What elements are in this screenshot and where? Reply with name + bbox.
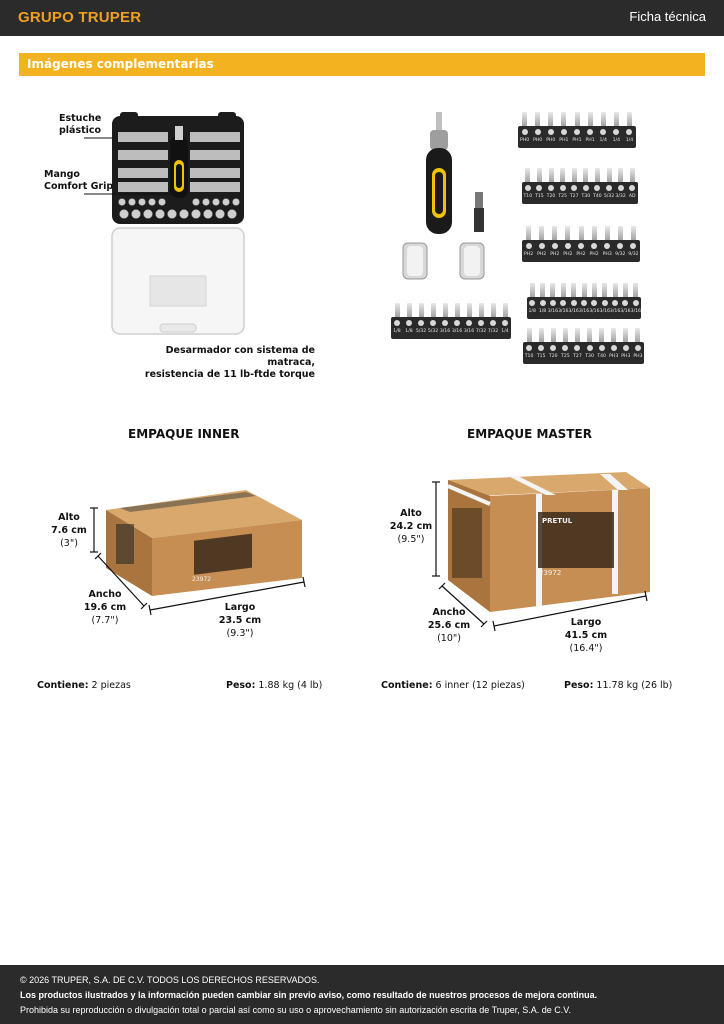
- bit-size-label: PH3: [633, 354, 643, 359]
- inner-largo: Largo 23.5 cm (9.3"): [218, 602, 262, 639]
- master-ancho: Ancho 25.6 cm (10"): [427, 607, 471, 644]
- bit-size-label: T20: [548, 354, 558, 359]
- bit-socket-dot: [526, 243, 532, 249]
- bit-size-label: 3/32: [615, 194, 626, 199]
- bit-holder-row: [522, 226, 640, 264]
- master-contents: Contiene: 6 inner (12 piezas): [381, 680, 525, 691]
- bit-socket-dot: [548, 185, 554, 191]
- bit-socket-dot: [490, 320, 496, 326]
- brand-logo: GRUPO TRUPER: [18, 9, 142, 26]
- inner-weight: Peso: 1.88 kg (4 lb): [226, 680, 323, 691]
- bit-size-label: 3/16: [463, 329, 475, 334]
- bit-socket-dot: [611, 345, 617, 351]
- callout-handle: Mango Comfort Grip: [44, 169, 114, 192]
- bit-socket-dot: [548, 129, 554, 135]
- bit-size-label: PH1: [559, 138, 569, 143]
- bit-socket-dot: [522, 129, 528, 135]
- bit-socket-dot: [606, 185, 612, 191]
- bit-size-label: 1/4: [625, 138, 634, 143]
- bit-holder-row: [522, 168, 638, 206]
- bit-socket-dot: [602, 300, 608, 306]
- bit-size-label: T25: [561, 354, 570, 359]
- bit-socket-dot: [571, 300, 577, 306]
- master-largo: Largo 41.5 cm (16.4"): [564, 617, 608, 654]
- bit-size-label: PH1: [572, 138, 582, 143]
- bit-size-label: PH0: [533, 138, 543, 143]
- bit-size-label: 7/32: [475, 329, 487, 334]
- master-box-brand: PRETUL: [542, 517, 573, 525]
- bit-holder-row: [391, 303, 511, 341]
- bit-size-label: T15: [536, 354, 546, 359]
- bit-size-label: 1/8: [405, 329, 413, 334]
- bit-socket-dot: [574, 129, 580, 135]
- bit-size-label: T10: [524, 354, 534, 359]
- bit-socket-dot: [633, 300, 639, 306]
- bit-socket-dot: [430, 320, 436, 326]
- document-type: Ficha técnica: [629, 9, 706, 24]
- bit-size-label: PH3: [602, 252, 612, 257]
- socket-right-image: [460, 243, 484, 279]
- page-footer: [0, 965, 724, 1024]
- section-header: [19, 53, 705, 76]
- bit-holder-row: [518, 112, 636, 150]
- bit-size-label: 9/32: [615, 252, 626, 257]
- bit-size-label: 3/16: [558, 309, 569, 314]
- bit-size-label: PH2: [576, 252, 586, 257]
- bit-socket-dot: [442, 320, 448, 326]
- inner-contents: Contiene: 2 piezas: [37, 680, 131, 691]
- page-header: [0, 0, 724, 36]
- bit-size-label: 3/16: [589, 309, 600, 314]
- bit-size-label: 5/32: [415, 329, 427, 334]
- single-bit-image: [473, 192, 485, 234]
- bit-socket-dot: [550, 300, 556, 306]
- bit-size-label: 1/4: [612, 138, 621, 143]
- ratchet-screwdriver-image: [420, 110, 460, 238]
- bit-size-label: 5/32: [427, 329, 439, 334]
- bit-socket-dot: [565, 243, 571, 249]
- bit-size-label: 3/16: [609, 309, 621, 314]
- bit-socket-dot: [539, 243, 545, 249]
- bit-socket-dot: [394, 320, 400, 326]
- bit-socket-dot: [526, 345, 532, 351]
- bit-size-label: T25: [558, 194, 567, 199]
- inner-alto: Alto 7.6 cm (3"): [51, 512, 87, 549]
- inner-ancho: Ancho 19.6 cm (7.7"): [83, 589, 127, 626]
- bit-socket-dot: [599, 345, 605, 351]
- bit-size-label: 1/4: [501, 329, 509, 334]
- inner-box-code: 23972: [192, 576, 212, 583]
- product-caption: Desarmador con sistema de matraca, resistencia de 11 lb-ftde torque: [144, 345, 315, 380]
- master-box-code: 23972: [539, 569, 562, 577]
- bit-size-label: PH3: [621, 354, 631, 359]
- bit-holder-row: [523, 328, 644, 366]
- footer-notice: Los productos ilustrados y la información pueden cambiar sin previo aviso, como resultado de nuestros procesos de mejora continua.: [20, 990, 598, 1000]
- bit-socket-dot: [635, 345, 641, 351]
- socket-left-image: [403, 243, 427, 279]
- bit-socket-dot: [418, 320, 424, 326]
- bit-size-label: 3/16: [578, 309, 590, 314]
- master-package-title: EMPAQUE MASTER: [467, 427, 592, 441]
- master-weight: Peso: 11.78 kg (26 lb): [564, 680, 673, 691]
- bit-size-label: T15: [535, 194, 544, 199]
- bit-size-label: T27: [569, 194, 579, 199]
- bit-socket-dot: [561, 129, 567, 135]
- bit-size-label: 1/8: [393, 329, 401, 334]
- bit-size-label: PH1: [585, 138, 595, 143]
- bit-size-label: 3/16: [451, 329, 463, 334]
- bit-size-label: PH2: [563, 252, 573, 257]
- bit-size-label: 3/16: [547, 309, 559, 314]
- section-title: Imágenes complementarias: [27, 57, 214, 71]
- bit-size-label: T20: [546, 194, 556, 199]
- bit-size-label: PH2: [537, 252, 547, 257]
- bit-size-label: 1/8: [528, 309, 536, 314]
- bit-size-label: AD: [628, 194, 636, 199]
- bit-socket-dot: [540, 300, 546, 306]
- bit-size-label: 3/16: [568, 309, 579, 314]
- bit-size-label: T27: [573, 354, 582, 359]
- inner-package-title: EMPAQUE INNER: [128, 427, 240, 441]
- bit-socket-dot: [454, 320, 460, 326]
- bit-socket-dot: [587, 345, 593, 351]
- bit-size-label: T40: [593, 194, 602, 199]
- bit-size-label: 3/16: [439, 329, 451, 334]
- bit-socket-dot: [502, 320, 508, 326]
- bit-size-label: T40: [597, 354, 606, 359]
- bit-socket-dot: [535, 129, 541, 135]
- bit-size-label: 7/32: [487, 329, 499, 334]
- footer-prohibition: Prohibida su reproducción o divulgación total o parcial así como su uso o aprovechamiento sin autorización escrita de Truper, S.A. de C.V.: [20, 1005, 571, 1015]
- bit-size-label: PH2: [550, 252, 560, 257]
- bit-size-label: 1/4: [599, 138, 607, 143]
- bit-size-label: PH0: [546, 138, 556, 143]
- bit-socket-dot: [583, 185, 589, 191]
- product-case-image: [100, 110, 250, 342]
- bit-socket-dot: [406, 320, 412, 326]
- bit-size-label: 3/16: [620, 309, 631, 314]
- bit-size-label: PH0: [519, 138, 530, 143]
- bit-socket-dot: [618, 185, 624, 191]
- bit-size-label: 1/8: [538, 309, 547, 314]
- bit-socket-dot: [578, 243, 584, 249]
- master-alto: Alto 24.2 cm (9.5"): [389, 508, 433, 545]
- bit-socket-dot: [478, 320, 484, 326]
- bit-size-label: 5/32: [603, 194, 615, 199]
- bit-socket-dot: [581, 300, 587, 306]
- bit-socket-dot: [552, 243, 558, 249]
- footer-copyright: © 2026 TRUPER, S.A. DE C.V. TODOS LOS DERECHOS RESERVADOS.: [20, 975, 320, 985]
- bit-socket-dot: [525, 185, 531, 191]
- bit-size-label: 9/32: [628, 252, 639, 257]
- bit-size-label: PH2: [589, 252, 599, 257]
- bit-size-label: T30: [585, 354, 594, 359]
- bit-socket-dot: [560, 185, 566, 191]
- bit-size-label: T10: [523, 194, 533, 199]
- bit-socket-dot: [623, 345, 629, 351]
- bit-holder-row: [527, 283, 641, 321]
- bit-socket-dot: [466, 320, 472, 326]
- bit-size-label: T30: [581, 194, 591, 199]
- bit-size-label: PH3: [609, 354, 619, 359]
- bit-size-label: PH2: [523, 252, 534, 257]
- bit-size-label: 3/16: [630, 309, 641, 314]
- callout-case: Estuche plástico: [59, 113, 102, 136]
- bit-size-label: 3/16: [599, 309, 610, 314]
